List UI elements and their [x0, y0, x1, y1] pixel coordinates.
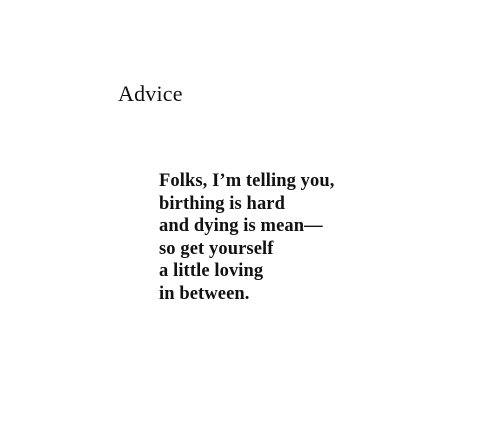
poem-line: and dying is mean— — [159, 216, 323, 236]
poem-line: Folks, I’m telling you, — [159, 171, 335, 191]
poem-line: a little loving — [159, 261, 264, 281]
poem-title: Advice — [118, 81, 183, 106]
poem-line: so get yourself — [159, 238, 274, 259]
poem-line: birthing is hard — [159, 193, 285, 214]
poem-line: in between. — [159, 283, 250, 304]
poem-body — [159, 170, 335, 305]
